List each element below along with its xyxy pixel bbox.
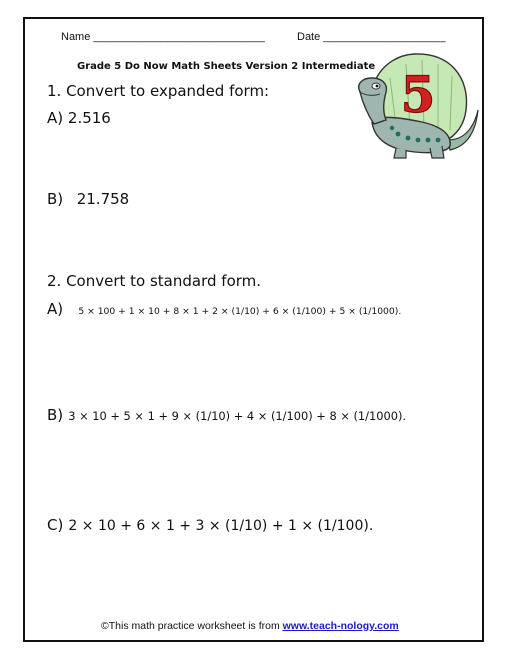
section1-b-value: 21.758 (76, 190, 130, 208)
section2-b-expression: 3 × 10 + 5 × 1 + 9 × (1/10) + 4 × (1/100) + 8 × (1/1000). (68, 409, 407, 423)
footer-credit (101, 620, 399, 632)
section2-b-row (47, 405, 406, 424)
dinosaur-grade-5-clipart (352, 48, 482, 160)
grade-number: 5 (400, 65, 436, 124)
name-field-label: Name ____________________________ (61, 31, 265, 43)
section2-c-row (47, 515, 373, 534)
section1-a-label: A) (47, 109, 64, 127)
section2-b-label: B) (47, 406, 64, 424)
section1-heading: 1. Convert to expanded form: (47, 82, 270, 100)
section2-c-label: C) (47, 516, 64, 534)
section1-a-row (47, 109, 111, 127)
section2-a-expression: 5 × 100 + 1 × 10 + 8 × 1 + 2 × (1/10) + 6 × (1/100) + 5 × (1/1000). (78, 306, 402, 317)
section1-a-value: 2.516 (67, 109, 111, 127)
date-field-label: Date ____________________ (297, 31, 446, 43)
worksheet-title: Grade 5 Do Now Math Sheets Version 2 Intermediate (77, 61, 376, 72)
section1-b-label: B) (47, 190, 64, 208)
section2-a-row (47, 299, 401, 318)
section1-b-row (47, 190, 129, 208)
section2-heading: 2. Convert to standard form. (47, 272, 262, 290)
section2-c-expression: 2 × 10 + 6 × 1 + 3 × (1/10) + 1 × (1/100). (68, 518, 374, 534)
footer-link[interactable]: www.teach-nology.com (282, 620, 399, 632)
footer-text: ©This math practice worksheet is from (101, 620, 283, 632)
section2-a-label: A) (47, 300, 64, 318)
